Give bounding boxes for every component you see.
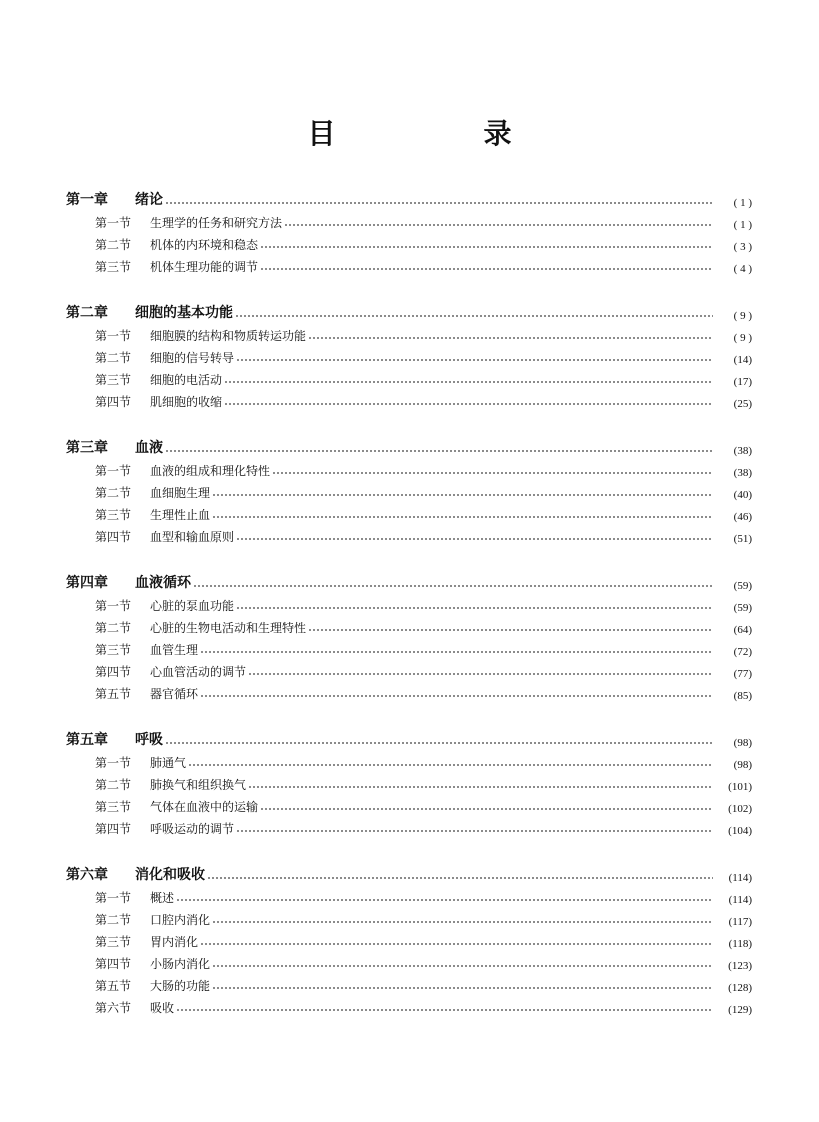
- page-number: (123): [728, 960, 752, 972]
- page-number: ( 1 ): [733, 197, 752, 209]
- section-number: 第四节: [95, 530, 132, 544]
- section-number: 第三节: [95, 643, 132, 657]
- chapter-title: 血液循环: [135, 575, 191, 591]
- chapter-block: [66, 299, 752, 410]
- section-entry[interactable]: [66, 209, 752, 231]
- section-title: 血型和输血原则: [150, 530, 235, 544]
- dot-leader: [207, 877, 713, 879]
- chapter-title: 细胞的基本功能: [135, 305, 233, 321]
- table-of-contents: [66, 186, 752, 1040]
- page-number: ( 9 ): [733, 310, 752, 322]
- chapter-entry[interactable]: [66, 186, 752, 209]
- dot-leader: [248, 673, 713, 675]
- section-entry[interactable]: [66, 749, 752, 771]
- section-number: 第三节: [95, 800, 132, 814]
- page-number: (72): [733, 646, 752, 658]
- dot-leader: [235, 315, 713, 317]
- dot-leader: [236, 359, 713, 361]
- section-entry[interactable]: [66, 523, 752, 545]
- section-entry[interactable]: [66, 457, 752, 479]
- page-number: (101): [728, 781, 752, 793]
- section-title: 概述: [150, 891, 175, 905]
- section-number: 第二节: [95, 351, 132, 365]
- dot-leader: [193, 585, 713, 587]
- section-number: 第六节: [95, 1001, 132, 1015]
- page-number: (117): [728, 916, 752, 928]
- chapter-title: 消化和吸收: [135, 867, 205, 883]
- section-title: 呼吸运动的调节: [150, 822, 235, 836]
- section-entry[interactable]: [66, 231, 752, 253]
- section-title: 胃内消化: [150, 935, 199, 949]
- section-title: 吸收: [150, 1001, 175, 1015]
- section-entry[interactable]: [66, 614, 752, 636]
- section-number: 第三节: [95, 508, 132, 522]
- dot-leader: [165, 450, 713, 452]
- page-number: (38): [733, 445, 752, 457]
- dot-leader: [224, 381, 713, 383]
- chapter-entry[interactable]: [66, 726, 752, 749]
- chapter-title: 绪论: [135, 192, 163, 208]
- page-number: (98): [733, 759, 752, 771]
- section-number: 第一节: [95, 464, 132, 478]
- section-entry[interactable]: [66, 950, 752, 972]
- page-number: (64): [733, 624, 752, 636]
- chapter-number: 第五章: [66, 732, 108, 748]
- section-number: 第一节: [95, 756, 132, 770]
- section-title: 细胞的电活动: [150, 373, 223, 387]
- dot-leader: [260, 808, 713, 810]
- section-number: 第四节: [95, 822, 132, 836]
- dot-leader: [165, 742, 713, 744]
- page-number: (59): [733, 580, 752, 592]
- dot-leader: [236, 607, 713, 609]
- dot-leader: [260, 268, 713, 270]
- section-title: 机体的内环境和稳态: [150, 238, 259, 252]
- dot-leader: [308, 337, 713, 339]
- section-entry[interactable]: [66, 592, 752, 614]
- page-number: ( 9 ): [733, 332, 752, 344]
- section-number: 第二节: [95, 778, 132, 792]
- section-entry[interactable]: [66, 344, 752, 366]
- dot-leader: [308, 629, 713, 631]
- section-title: 机体生理功能的调节: [150, 260, 259, 274]
- page-number: (128): [728, 982, 752, 994]
- chapter-block: [66, 569, 752, 702]
- page-number: (77): [733, 668, 752, 680]
- section-title: 心血管活动的调节: [150, 665, 247, 679]
- section-entry[interactable]: [66, 479, 752, 501]
- section-title: 心脏的泵血功能: [150, 599, 235, 613]
- dot-leader: [200, 943, 713, 945]
- section-title: 器官循环: [150, 687, 199, 701]
- page-number: ( 1 ): [733, 219, 752, 231]
- section-number: 第三节: [95, 260, 132, 274]
- chapter-number: 第三章: [66, 440, 108, 456]
- dot-leader: [212, 494, 713, 496]
- chapter-block: [66, 861, 752, 1016]
- dot-leader: [212, 987, 713, 989]
- section-number: 第二节: [95, 621, 132, 635]
- chapter-number: 第二章: [66, 305, 108, 321]
- page-number: (114): [728, 872, 752, 884]
- section-title: 细胞膜的结构和物质转运功能: [150, 329, 307, 343]
- page-number: ( 3 ): [733, 241, 752, 253]
- section-title: 气体在血液中的运输: [150, 800, 259, 814]
- section-number: 第四节: [95, 395, 132, 409]
- page-number: (114): [728, 894, 752, 906]
- section-title: 生理学的任务和研究方法: [150, 216, 283, 230]
- chapter-entry[interactable]: [66, 299, 752, 322]
- section-title: 肺换气和组织换气: [150, 778, 247, 792]
- section-entry[interactable]: [66, 815, 752, 837]
- page-number: (40): [733, 489, 752, 501]
- section-entry[interactable]: [66, 658, 752, 680]
- chapter-title: 呼吸: [135, 732, 163, 748]
- section-entry[interactable]: [66, 906, 752, 928]
- dot-leader: [200, 695, 713, 697]
- chapter-block: [66, 434, 752, 545]
- section-entry[interactable]: [66, 636, 752, 658]
- section-number: 第一节: [95, 891, 132, 905]
- section-number: 第二节: [95, 913, 132, 927]
- section-entry[interactable]: [66, 322, 752, 344]
- chapter-number: 第一章: [66, 192, 108, 208]
- dot-leader: [200, 651, 713, 653]
- dot-leader: [236, 830, 713, 832]
- section-entry[interactable]: [66, 680, 752, 702]
- dot-leader: [284, 224, 713, 226]
- section-title: 大肠的功能: [150, 979, 211, 993]
- page-number: (46): [733, 511, 752, 523]
- dot-leader: [260, 246, 713, 248]
- dot-leader: [176, 1009, 713, 1011]
- section-title: 肌细胞的收缩: [150, 395, 223, 409]
- section-number: 第四节: [95, 957, 132, 971]
- dot-leader: [236, 538, 713, 540]
- dot-leader: [188, 764, 713, 766]
- section-title: 血液的组成和理化特性: [150, 464, 271, 478]
- section-entry[interactable]: [66, 994, 752, 1016]
- chapter-entry[interactable]: [66, 861, 752, 884]
- chapter-number: 第四章: [66, 575, 108, 591]
- chapter-block: [66, 726, 752, 837]
- page-number: (98): [733, 737, 752, 749]
- section-number: 第三节: [95, 935, 132, 949]
- chapter-number: 第六章: [66, 867, 108, 883]
- page-number: (85): [733, 690, 752, 702]
- section-title: 血细胞生理: [150, 486, 211, 500]
- section-entry[interactable]: [66, 972, 752, 994]
- page-number: (104): [728, 825, 752, 837]
- section-number: 第二节: [95, 238, 132, 252]
- section-title: 小肠内消化: [150, 957, 211, 971]
- chapter-block: [66, 186, 752, 275]
- page-number: (59): [733, 602, 752, 614]
- chapter-title: 血液: [135, 440, 163, 456]
- section-title: 口腔内消化: [150, 913, 211, 927]
- page-number: (25): [733, 398, 752, 410]
- section-title: 血管生理: [150, 643, 199, 657]
- page-number: (102): [728, 803, 752, 815]
- dot-leader: [165, 202, 713, 204]
- section-number: 第一节: [95, 329, 132, 343]
- section-entry[interactable]: [66, 928, 752, 950]
- dot-leader: [212, 516, 713, 518]
- dot-leader: [212, 965, 713, 967]
- section-entry[interactable]: [66, 253, 752, 275]
- section-entry[interactable]: [66, 793, 752, 815]
- section-entry[interactable]: [66, 388, 752, 410]
- dot-leader: [224, 403, 713, 405]
- section-entry[interactable]: [66, 366, 752, 388]
- page-number: (38): [733, 467, 752, 479]
- section-entry[interactable]: [66, 501, 752, 523]
- section-number: 第一节: [95, 599, 132, 613]
- page-number: (51): [733, 533, 752, 545]
- page-number: (118): [728, 938, 752, 950]
- section-number: 第一节: [95, 216, 132, 230]
- page-number: ( 4 ): [733, 263, 752, 275]
- section-title: 生理性止血: [150, 508, 211, 522]
- page-number: (17): [733, 376, 752, 388]
- section-title: 心脏的生物电活动和生理特性: [150, 621, 307, 635]
- page-title: 目 录: [307, 117, 572, 150]
- dot-leader: [272, 472, 713, 474]
- chapter-entry[interactable]: [66, 569, 752, 592]
- section-entry[interactable]: [66, 771, 752, 793]
- page-number: (14): [733, 354, 752, 366]
- dot-leader: [212, 921, 713, 923]
- section-title: 肺通气: [150, 756, 187, 770]
- section-entry[interactable]: [66, 884, 752, 906]
- section-title: 细胞的信号转导: [150, 351, 235, 365]
- section-number: 第五节: [95, 979, 132, 993]
- page-number: (129): [728, 1004, 752, 1016]
- dot-leader: [248, 786, 713, 788]
- chapter-entry[interactable]: [66, 434, 752, 457]
- dot-leader: [176, 899, 713, 901]
- section-number: 第二节: [95, 486, 132, 500]
- section-number: 第三节: [95, 373, 132, 387]
- section-number: 第四节: [95, 665, 132, 679]
- section-number: 第五节: [95, 687, 132, 701]
